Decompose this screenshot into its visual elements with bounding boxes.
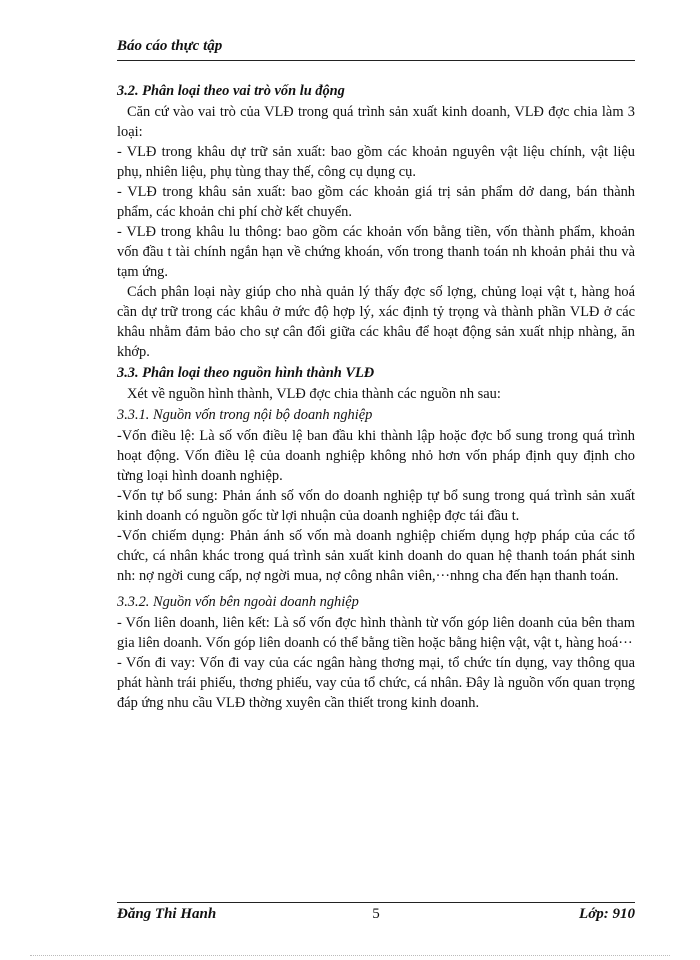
- running-header: Báo cáo thực tập: [117, 38, 223, 54]
- section-3-3-heading: 3.3. Phân loại theo nguồn hình thành VLĐ: [117, 365, 375, 381]
- section-3-3-2-item-2: - Vốn đi vay: Vốn đi vay của các ngân hàng thơng mại, tổ chức tín dụng, vay thông qua phát hành trái phiếu, thơng phiếu, vay của tổ chức, cá nhân. Đây là nguồn vốn quan trọng đáp ứng nhu cầu VLĐ thờng xuyên cần thiết trong kinh doanh.: [117, 655, 635, 711]
- section-3-3-2-item-1: - Vốn liên doanh, liên kết: Là số vốn đợc hình thành từ vốn góp liên doanh của bên tham gia liên doanh. Vốn góp liên doanh có thể bằng tiền hoặc bằng hiện vật, vật t, hàng hoá···: [117, 615, 635, 651]
- footer-author: Đăng Thi Hanh: [117, 906, 217, 922]
- section-3-2-item-3: - VLĐ trong khâu lu thông: bao gồm các khoản vốn bằng tiền, vốn thành phẩm, khoản vốn đầu t tài chính ngắn hạn về chứng khoán, vốn trong thanh toán nh khoản phải thu và tạm ứng.: [117, 224, 635, 280]
- section-3-3-intro: Xét về nguồn hình thành, VLĐ đợc chia thành các nguồn nh sau:: [127, 386, 501, 402]
- section-3-2-heading: 3.2. Phân loại theo vai trò vốn lu động: [117, 83, 345, 99]
- header-rule: [117, 60, 635, 61]
- footer-rule: [117, 902, 635, 903]
- section-3-3-2-heading: 3.3.2. Nguồn vốn bên ngoài doanh nghiệp: [117, 594, 359, 610]
- section-3-2-item-2: - VLĐ trong khâu sản xuất: bao gồm các khoản giá trị sản phẩm dở dang, bán thành phẩm, các khoản chi phí chờ kết chuyển.: [117, 184, 635, 220]
- section-3-3-1-item-1: -Vốn điều lệ: Là số vốn điều lệ ban đầu khi thành lập hoặc đợc bổ sung trong quá trình hoạt động. Vốn điều lệ của doanh nghiệp không nhỏ hơn vốn pháp định quy định cho từng loại hình doanh nghiệp.: [117, 428, 635, 484]
- document-body: [117, 80, 635, 713]
- section-3-3-1-item-2: -Vốn tự bổ sung: Phản ánh số vốn do doanh nghiệp tự bổ sung trong quá trình sản xuất kinh doanh có nguồn gốc từ lợi nhuận của doanh nghiệp đợc tái đầu t.: [117, 488, 635, 524]
- running-footer: [117, 906, 635, 926]
- section-3-2-summary: Cách phân loại này giúp cho nhà quản lý thấy đợc số lợng, chủng loại vật t, hàng hoá cần dự trữ trong các khâu ở mức độ hợp lý, xác định tỷ trọng và thành phần VLĐ ở các khâu nhằm đảm bảo cho sự cân đối giữa các khâu để hoạt động sản xuất nhịp nhàng, ăn khớp.: [117, 284, 635, 360]
- section-3-2-item-1: - VLĐ trong khâu dự trữ sản xuất: bao gồm các khoản nguyên vật liệu chính, vật liệu phụ, nhiên liệu, phụ tùng thay thế, công cụ dụng cụ.: [117, 144, 635, 180]
- page-edge-divider: [30, 955, 670, 956]
- page-number: 5: [372, 906, 380, 922]
- section-3-3-1-heading: 3.3.1. Nguồn vốn trong nội bộ doanh nghiệp: [117, 407, 373, 423]
- section-3-3-1-item-3: -Vốn chiếm dụng: Phản ánh số vốn mà doanh nghiệp chiếm dụng hợp pháp của các tổ chức, cá nhân khác trong quá trình sản xuất kinh doanh do quan hệ thanh toán phát sinh nh: nợ ngời cung cấp, nợ ngời mua, nợ công nhân viên,···nhng cha đến hạn thanh toán.: [117, 528, 635, 584]
- section-3-2-intro: Căn cứ vào vai trò của VLĐ trong quá trình sản xuất kinh doanh, VLĐ đợc chia làm 3 loại:: [117, 104, 635, 140]
- footer-class-label: Lớp: 910: [579, 906, 635, 922]
